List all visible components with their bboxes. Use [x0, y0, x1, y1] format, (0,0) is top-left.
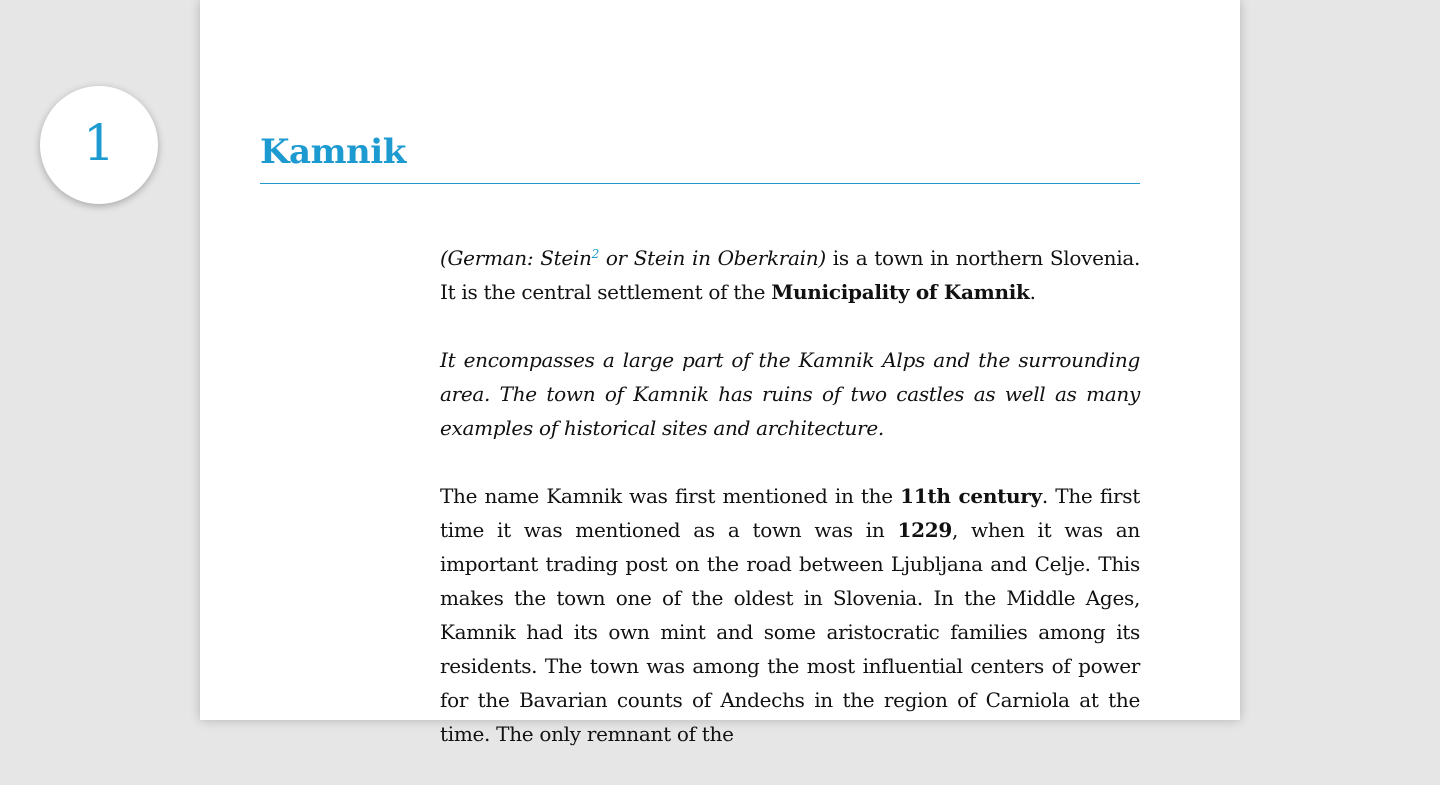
page-number: 1 [83, 114, 115, 172]
title-divider [260, 183, 1140, 184]
page-title: Kamnik [260, 132, 406, 172]
intro-italic: (German: Stein [440, 246, 592, 270]
history-bold-year: 1229 [897, 518, 952, 542]
intro-end: . [1029, 280, 1036, 304]
intro-bold: Municipality of Kamnik [771, 280, 1030, 304]
history-text-1: The name Kamnik was first mentioned in the [440, 484, 901, 508]
document-page [200, 0, 1240, 746]
body-text [440, 241, 1140, 785]
intro-italic-2: or Stein in Oberkrain) [598, 246, 826, 270]
page-number-badge [40, 86, 158, 204]
history-text-3: , when it was an important trading post on the road between Ljubljana and Celje. This makes the town one of the oldest in Slovenia. In the Middle Ages, Kamnik had its own mint and some aristocratic families among its residents. The town was among the most influential centers of power for the Bavarian counts of Andechs in the region of Carniola at the time. The only remnant of the [440, 518, 1140, 746]
history-bold-century: 11th century [900, 484, 1042, 508]
paragraph-italic [440, 343, 1140, 445]
footnote-ref[interactable]: 2 [591, 247, 599, 261]
intro-text: is a town in northern Slovenia. It is the central settlement of the [440, 246, 1140, 304]
italic-paragraph-text: It encompasses a large part of the Kamnik Alps and the surrounding area. The town of Kamnik has ruins of two castles as well as many examples of historical sites and architecture. [440, 348, 1140, 440]
paragraph-intro [440, 241, 1140, 309]
paragraph-history [440, 479, 1140, 751]
history-text-2: . The first time it was mentioned as a town was in [440, 484, 1140, 542]
